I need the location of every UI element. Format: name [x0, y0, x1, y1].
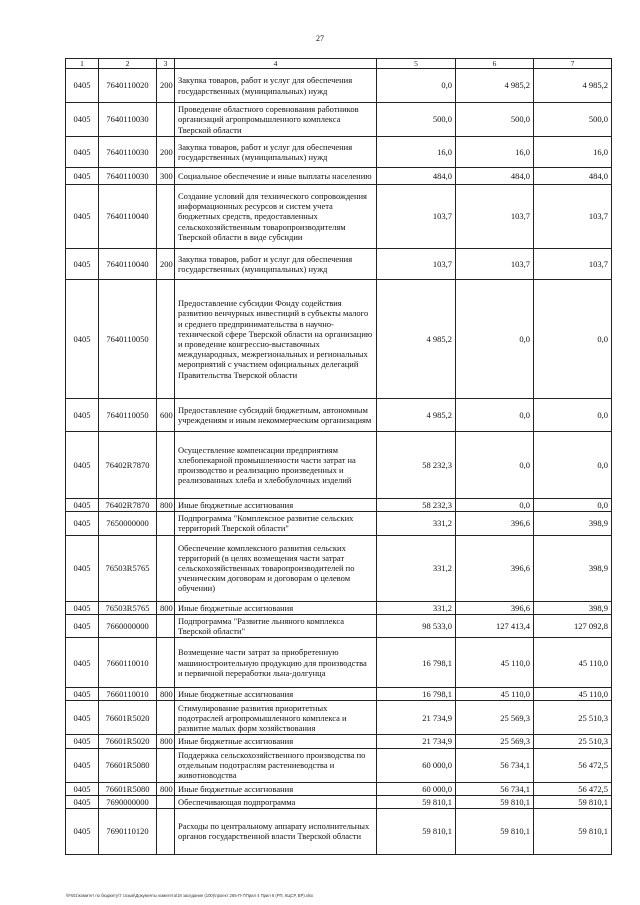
expense-name: Закупка товаров, работ и услуг для обеспечения государственных (муниципальных) нужд: [175, 69, 377, 103]
amount-year-3: 4 985,2: [534, 69, 612, 103]
expense-type-code: [157, 280, 175, 399]
razdel-code: 0405: [66, 735, 99, 748]
expense-type-code: [157, 103, 175, 137]
table-row: [66, 249, 612, 280]
amount-year-2: 4 985,2: [456, 69, 534, 103]
expense-name: Проведение областного соревнования работников организаций агропромышленного комплекса Тверской области: [175, 103, 377, 137]
table-row: [66, 137, 612, 168]
amount-year-1: 331,2: [377, 535, 456, 601]
column-number: 6: [456, 59, 534, 69]
amount-year-2: 127 413,4: [456, 614, 534, 637]
target-article-code: 7660000000: [99, 614, 157, 637]
expense-name: Подпрограмма "Развитие льняного комплекса Тверской области": [175, 614, 377, 637]
amount-year-3: 398,9: [534, 601, 612, 614]
target-article-code: 7640110040: [99, 185, 157, 249]
table-row: [66, 735, 612, 748]
razdel-code: 0405: [66, 512, 99, 535]
expense-type-code: 800: [157, 688, 175, 701]
column-number-row: [66, 59, 612, 69]
expense-type-code: 800: [157, 782, 175, 795]
expense-type-code: 300: [157, 168, 175, 185]
amount-year-3: 0,0: [534, 432, 612, 499]
amount-year-3: 56 472,5: [534, 782, 612, 795]
amount-year-2: 396,6: [456, 601, 534, 614]
razdel-code: 0405: [66, 103, 99, 137]
amount-year-3: 16,0: [534, 137, 612, 168]
table-row: [66, 638, 612, 688]
table-row: [66, 168, 612, 185]
amount-year-2: 103,7: [456, 249, 534, 280]
page-number: 27: [316, 34, 324, 43]
table-row: [66, 499, 612, 512]
expense-type-code: 800: [157, 601, 175, 614]
razdel-code: 0405: [66, 280, 99, 399]
column-number: 4: [175, 59, 377, 69]
amount-year-1: 331,2: [377, 601, 456, 614]
column-number: 2: [99, 59, 157, 69]
amount-year-1: 59 810,1: [377, 808, 456, 854]
expense-type-code: 600: [157, 399, 175, 432]
expense-name: Иные бюджетные ассигнования: [175, 735, 377, 748]
amount-year-3: 59 810,1: [534, 808, 612, 854]
razdel-code: 0405: [66, 795, 99, 808]
amount-year-3: 56 472,5: [534, 748, 612, 782]
amount-year-3: 103,7: [534, 185, 612, 249]
table-row: [66, 185, 612, 249]
amount-year-2: 56 734,1: [456, 748, 534, 782]
amount-year-1: 60 000,0: [377, 748, 456, 782]
amount-year-1: 59 810,1: [377, 795, 456, 808]
table-row: [66, 748, 612, 782]
expense-name: Иные бюджетные ассигнования: [175, 601, 377, 614]
target-article-code: 7640110030: [99, 103, 157, 137]
amount-year-3: 0,0: [534, 499, 612, 512]
column-number: 3: [157, 59, 175, 69]
target-article-code: 76503R5765: [99, 535, 157, 601]
table-row: [66, 69, 612, 103]
expense-type-code: [157, 535, 175, 601]
target-article-code: 7640110030: [99, 168, 157, 185]
razdel-code: 0405: [66, 614, 99, 637]
expense-name: Расходы по центральному аппарату исполнительных органов государственной власти Тверской области: [175, 808, 377, 854]
column-number: 1: [66, 59, 99, 69]
amount-year-2: 45 110,0: [456, 638, 534, 688]
column-number: 7: [534, 59, 612, 69]
expense-name: Поддержка сельскохозяйственного производства по отдельным подотраслям растениеводства и животноводства: [175, 748, 377, 782]
amount-year-1: 16 798,1: [377, 638, 456, 688]
table-row: [66, 688, 612, 701]
amount-year-3: 484,0: [534, 168, 612, 185]
amount-year-3: 45 110,0: [534, 638, 612, 688]
expense-name: Закупка товаров, работ и услуг для обеспечения государственных (муниципальных) нужд: [175, 249, 377, 280]
expense-name: Обеспечение комплексного развития сельских территорий (в целях возмещения части затрат сельскохозяйственных товаропроизводителей по ученическим договорам и договорам о целевом обучении): [175, 535, 377, 601]
expense-name: Закупка товаров, работ и услуг для обеспечения государственных (муниципальных) нужд: [175, 137, 377, 168]
amount-year-3: 59 810,1: [534, 795, 612, 808]
amount-year-2: 16,0: [456, 137, 534, 168]
amount-year-1: 4 985,2: [377, 280, 456, 399]
amount-year-2: 25 569,3: [456, 735, 534, 748]
amount-year-2: 56 734,1: [456, 782, 534, 795]
amount-year-1: 0,0: [377, 69, 456, 103]
razdel-code: 0405: [66, 399, 99, 432]
amount-year-2: 484,0: [456, 168, 534, 185]
table-row: [66, 782, 612, 795]
amount-year-3: 45 110,0: [534, 688, 612, 701]
table-row: [66, 432, 612, 499]
expense-type-code: 200: [157, 137, 175, 168]
target-article-code: 7640110020: [99, 69, 157, 103]
amount-year-2: 396,6: [456, 512, 534, 535]
target-article-code: 7690000000: [99, 795, 157, 808]
target-article-code: 7640110040: [99, 249, 157, 280]
expense-name: Подпрограмма "Комплексное развитие сельских территорий Тверской области": [175, 512, 377, 535]
expense-type-code: 800: [157, 499, 175, 512]
expense-type-code: [157, 512, 175, 535]
target-article-code: 7690110120: [99, 808, 157, 854]
expense-name: Иные бюджетные ассигнования: [175, 782, 377, 795]
razdel-code: 0405: [66, 638, 99, 688]
razdel-code: 0405: [66, 782, 99, 795]
razdel-code: 0405: [66, 168, 99, 185]
amount-year-1: 21 734,9: [377, 701, 456, 735]
target-article-code: 76601R5020: [99, 735, 157, 748]
target-article-code: 76402R7870: [99, 499, 157, 512]
razdel-code: 0405: [66, 748, 99, 782]
amount-year-2: 396,6: [456, 535, 534, 601]
amount-year-2: 500,0: [456, 103, 534, 137]
table-row: [66, 399, 612, 432]
amount-year-3: 103,7: [534, 249, 612, 280]
table-row: [66, 535, 612, 601]
razdel-code: 0405: [66, 701, 99, 735]
table-row: [66, 808, 612, 854]
table-row: [66, 601, 612, 614]
target-article-code: 76601R5020: [99, 701, 157, 735]
expense-name: Предоставление субсидий бюджетным, автономным учреждениям и иным некоммерческим организациям: [175, 399, 377, 432]
expense-type-code: 800: [157, 735, 175, 748]
amount-year-3: 0,0: [534, 280, 612, 399]
razdel-code: 0405: [66, 249, 99, 280]
table-row: [66, 795, 612, 808]
amount-year-1: 500,0: [377, 103, 456, 137]
table-row: [66, 103, 612, 137]
target-article-code: 7660110010: [99, 638, 157, 688]
amount-year-1: 4 985,2: [377, 399, 456, 432]
amount-year-2: 0,0: [456, 399, 534, 432]
amount-year-3: 127 092,8: [534, 614, 612, 637]
amount-year-2: 103,7: [456, 185, 534, 249]
amount-year-1: 16 798,1: [377, 688, 456, 701]
amount-year-1: 103,7: [377, 249, 456, 280]
amount-year-1: 331,2: [377, 512, 456, 535]
amount-year-3: 398,9: [534, 535, 612, 601]
file-path-footer: \\Fs01\комитет по бюджету\7 созыв\Документы комитета\19 заседание (100)\проект 265-П-7\Прил 4 Прил 6 (РП, КЦСР, ВР).xlsx: [66, 893, 314, 898]
expense-name: Осуществление компенсации предприятиям хлебопекарной промышленности части затрат на производство и реализацию произведенных и реализованных хлеба и хлебобулочных изделий: [175, 432, 377, 499]
expense-type-code: [157, 614, 175, 637]
target-article-code: 76503R5765: [99, 601, 157, 614]
amount-year-2: 59 810,1: [456, 808, 534, 854]
expense-name: Возмещение части затрат за приобретенную машиностроительную продукцию для производства и первичной переработки льна-долгунца: [175, 638, 377, 688]
expense-name: Предоставление субсидии Фонду содействия развитию венчурных инвестиций в субъекты малого и среднего предпринимательства в научно-технической сфере Тверской области на организацию и проведение конгрессно-выставочных международных, межрегиональных и региональных мероприятий с участием официальных делегаций Правительства Тверской области: [175, 280, 377, 399]
amount-year-2: 0,0: [456, 432, 534, 499]
expense-type-code: 200: [157, 249, 175, 280]
column-number: 5: [377, 59, 456, 69]
amount-year-3: 500,0: [534, 103, 612, 137]
amount-year-1: 60 000,0: [377, 782, 456, 795]
razdel-code: 0405: [66, 69, 99, 103]
expense-type-code: [157, 638, 175, 688]
amount-year-1: 58 232,3: [377, 432, 456, 499]
expense-type-code: [157, 808, 175, 854]
table-row: [66, 614, 612, 637]
expense-type-code: [157, 432, 175, 499]
target-article-code: 7640110050: [99, 399, 157, 432]
expense-name: Создание условий для технического сопровождения информационных ресурсов и систем учета бюджетных средств, предоставленных сельскохозяйственным товаропроизводителям Тверской области в виде субсидии: [175, 185, 377, 249]
amount-year-2: 0,0: [456, 280, 534, 399]
expense-name: Стимулирование развития приоритетных подотраслей агропромышленного комплекса и развитие малых форм хозяйствования: [175, 701, 377, 735]
amount-year-3: 25 510,3: [534, 735, 612, 748]
expense-name: Социальное обеспечение и иные выплаты населению: [175, 168, 377, 185]
razdel-code: 0405: [66, 432, 99, 499]
amount-year-3: 0,0: [534, 399, 612, 432]
target-article-code: 7650000000: [99, 512, 157, 535]
budget-table: [65, 58, 612, 855]
razdel-code: 0405: [66, 535, 99, 601]
expense-type-code: [157, 748, 175, 782]
expense-name: Иные бюджетные ассигнования: [175, 499, 377, 512]
razdel-code: 0405: [66, 808, 99, 854]
razdel-code: 0405: [66, 499, 99, 512]
amount-year-3: 398,9: [534, 512, 612, 535]
target-article-code: 7640110050: [99, 280, 157, 399]
target-article-code: 7660110010: [99, 688, 157, 701]
amount-year-1: 98 533,0: [377, 614, 456, 637]
amount-year-2: 0,0: [456, 499, 534, 512]
amount-year-1: 16,0: [377, 137, 456, 168]
expense-type-code: [157, 701, 175, 735]
amount-year-2: 45 110,0: [456, 688, 534, 701]
expense-name: Обеспечивающая подпрограмма: [175, 795, 377, 808]
amount-year-3: 25 510,3: [534, 701, 612, 735]
razdel-code: 0405: [66, 601, 99, 614]
table-row: [66, 512, 612, 535]
amount-year-1: 103,7: [377, 185, 456, 249]
target-article-code: 76402R7870: [99, 432, 157, 499]
razdel-code: 0405: [66, 688, 99, 701]
amount-year-2: 25 569,3: [456, 701, 534, 735]
razdel-code: 0405: [66, 137, 99, 168]
amount-year-1: 21 734,9: [377, 735, 456, 748]
target-article-code: 7640110030: [99, 137, 157, 168]
expense-type-code: 200: [157, 69, 175, 103]
amount-year-2: 59 810,1: [456, 795, 534, 808]
table-row: [66, 280, 612, 399]
expense-type-code: [157, 795, 175, 808]
expense-name: Иные бюджетные ассигнования: [175, 688, 377, 701]
table-row: [66, 701, 612, 735]
target-article-code: 76601R5080: [99, 748, 157, 782]
expense-type-code: [157, 185, 175, 249]
razdel-code: 0405: [66, 185, 99, 249]
amount-year-1: 58 232,3: [377, 499, 456, 512]
amount-year-1: 484,0: [377, 168, 456, 185]
target-article-code: 76601R5080: [99, 782, 157, 795]
